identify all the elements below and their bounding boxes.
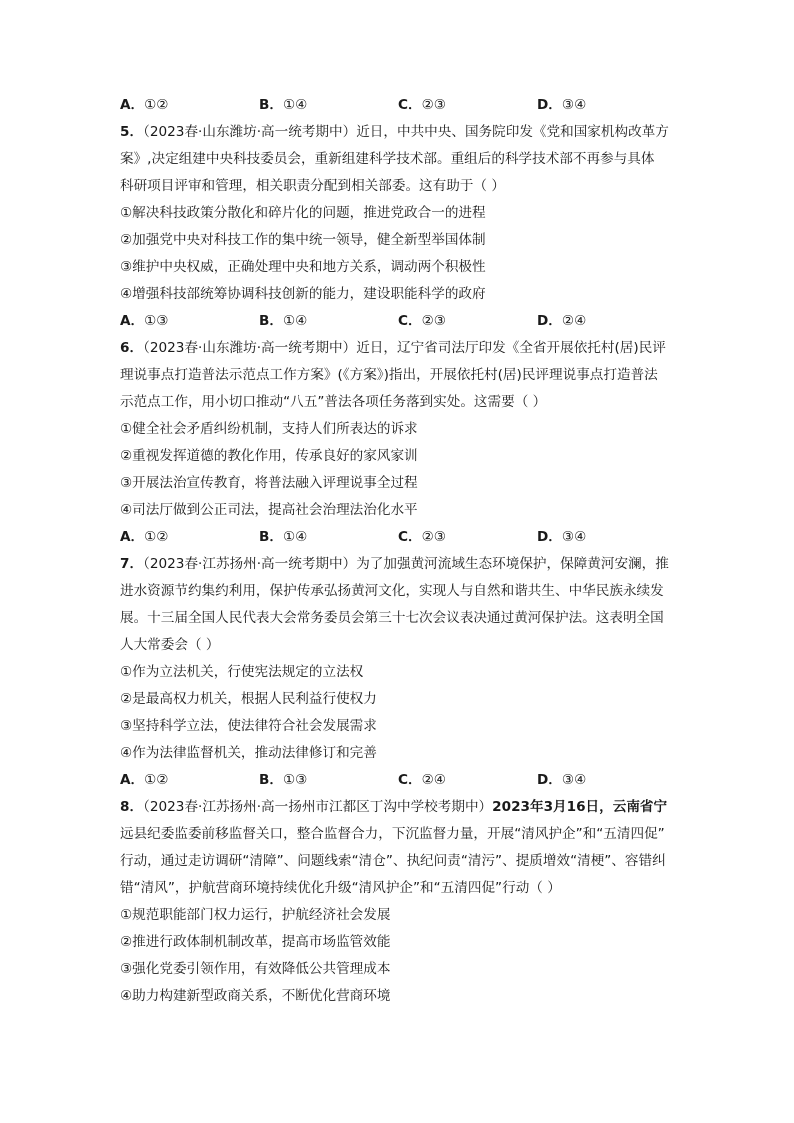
q7-choices [120,767,680,794]
q5-choice-a[interactable]: A．①③ [120,313,169,329]
q6-option-4: ④司法厅做到公正司法，提高社会治理法治化水平 [120,502,418,518]
q6-stem-line-1: 6．（2023春·山东潍坊·高一统考期中）近日，辽宁省司法厅印发《全省开展依托村(居)民评 [120,340,666,356]
q6-choice-a[interactable]: A．①② [120,529,169,545]
q6-choice-b[interactable]: B．①④ [259,529,308,545]
question-7 [120,551,680,794]
q7-stem-line-3: 展。十三届全国人民代表大会常务委员会第三十七次会议表决通过黄河保护法。这表明全国 [120,610,664,626]
exam-page [120,92,680,1010]
q6-choices [120,524,680,551]
q7-choice-c[interactable]: C．②④ [398,772,446,788]
q4-choice-a[interactable]: A．①② [120,97,169,113]
q5-stem-line-3: 科研项目评审和管理，相关职责分配到相关部委。这有助于（ ） [120,178,505,194]
q8-option-2: ②推进行政体制机制改革，提高市场监管效能 [120,934,391,950]
q7-option-4: ④作为法律监督机关，推动法律修订和完善 [120,745,377,761]
q6-option-3: ③开展法治宣传教育，将普法融入评理说事全过程 [120,475,418,491]
q6-choice-d[interactable]: D．③④ [537,529,587,545]
q4-choices [120,92,680,119]
q7-option-2: ②是最高权力机关，根据人民利益行使权力 [120,691,377,707]
q6-option-2: ②重视发挥道德的教化作用，传承良好的家风家训 [120,448,418,464]
q5-choice-d[interactable]: D．②④ [537,313,587,329]
question-6 [120,335,680,551]
q7-option-3: ③坚持科学立法，使法律符合社会发展需求 [120,718,377,734]
q7-choice-a[interactable]: A．①② [120,772,169,788]
q8-option-1: ①规范职能部门权力运行，护航经济社会发展 [120,907,391,923]
q8-stem-line-2: 远县纪委监委前移监督关口，整合监督合力，下沉监督力量，开展“清风护企”和“五清四促” [120,826,665,842]
q7-choice-d[interactable]: D．③④ [537,772,587,788]
q5-choice-b[interactable]: B．①④ [259,313,308,329]
q7-choice-b[interactable]: B．①③ [259,772,308,788]
q6-choice-c[interactable]: C．②③ [398,529,446,545]
q7-stem-line-1: 7．（2023春·江苏扬州·高一统考期中）为了加强黄河流域生态环境保护，保障黄河安澜，推 [120,556,669,572]
question-8 [120,794,680,1010]
q7-stem-line-4: 人大常委会（ ） [120,637,220,653]
q7-stem-line-2: 进水资源节约集约利用，保护传承弘扬黄河文化，实现人与自然和谐共生、中华民族永续发 [120,583,664,599]
q5-stem-line-2: 案》,决定组建中央科技委员会，重新组建科学技术部。重组后的科学技术部不再参与具体 [120,151,655,167]
q8-option-4: ④助力构建新型政商关系，不断优化营商环境 [120,988,391,1004]
q5-option-1: ①解决科技政策分散化和碎片化的问题，推进党政合一的进程 [120,205,486,221]
q5-option-2: ②加强党中央对科技工作的集中统一领导，健全新型举国体制 [120,232,486,248]
q8-option-3: ③强化党委引领作用，有效降低公共管理成本 [120,961,391,977]
q7-option-1: ①作为立法机关，行使宪法规定的立法权 [120,664,364,680]
q5-stem-line-1: 5．（2023春·山东潍坊·高一统考期中）近日，中共中央、国务院印发《党和国家机构改革方 [120,124,669,140]
q4-choice-b[interactable]: B．①④ [259,97,308,113]
q4-choice-d[interactable]: D．③④ [537,97,587,113]
q6-stem-line-2: 理说事点打造普法示范点工作方案》(《方案》)指出，开展依托村(居)民评理说事点打造普法 [120,367,658,383]
question-5 [120,119,680,335]
q5-choice-c[interactable]: C．②③ [398,313,446,329]
q8-stem-line-1: 8．（2023春·江苏扬州·高一扬州市江都区丁沟中学校考期中）2023年3月16日，云南省宁 [120,799,668,815]
q8-stem-line-3: 行动，通过走访调研“清障”、问题线索“清仓”、执纪问责“清污”、提质增效“清梗”、容错纠 [120,853,666,869]
q5-option-3: ③维护中央权威，正确处理中央和地方关系，调动两个积极性 [120,259,486,275]
q4-choice-c[interactable]: C．②③ [398,97,446,113]
q5-choices [120,308,680,335]
q6-option-1: ①健全社会矛盾纠纷机制，支持人们所表达的诉求 [120,421,418,437]
q8-stem-line-4: 错“清风”，护航营商环境持续优化升级“清风护企”和“五清四促”行动（ ） [120,880,561,896]
q6-stem-line-3: 示范点工作，用小切口推动“八五”普法各项任务落到实处。这需要（ ） [120,394,547,410]
q5-option-4: ④增强科技部统筹协调科技创新的能力，建设职能科学的政府 [120,286,486,302]
